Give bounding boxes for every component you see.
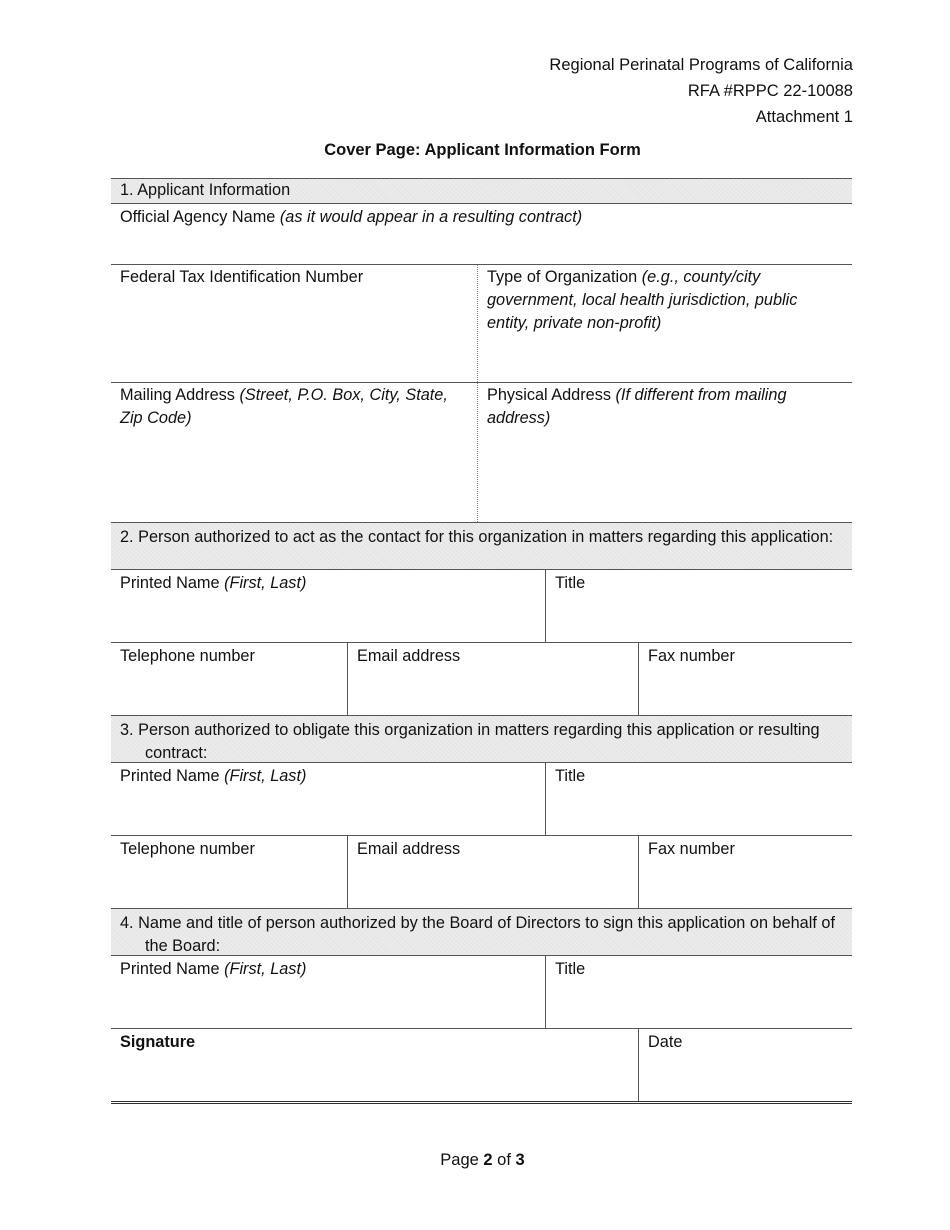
section1-heading: 1. Applicant Information [120, 181, 291, 199]
federal-tax-id-field[interactable] [111, 265, 478, 382]
applicant-form-table [111, 178, 852, 1104]
board-signer-printed-name-label: Printed Name [120, 960, 225, 978]
contact-telephone-field[interactable] [111, 643, 348, 715]
obligator-email-label: Email address [357, 840, 461, 858]
obligator-printed-name-field[interactable] [111, 763, 546, 835]
board-signer-name-row [111, 956, 852, 1029]
obligator-name-row [111, 763, 852, 836]
obligator-phone-row [111, 836, 852, 909]
board-signer-title-field[interactable] [545, 956, 852, 1028]
contact-email-field[interactable] [347, 643, 639, 715]
section2-heading-row [111, 523, 852, 570]
board-signer-printed-name-hint: (First, Last) [224, 960, 307, 978]
contact-phone-row [111, 643, 852, 716]
obligator-telephone-label: Telephone number [120, 840, 255, 858]
organization-type-hint: (e.g., county/city government, local health jurisdiction, public entity, private non-profit) [487, 268, 798, 332]
page-title: Cover Page: Applicant Information Form [324, 141, 641, 159]
physical-address-label: Physical Address [487, 386, 616, 404]
signature-label: Signature [120, 1033, 196, 1051]
header-rfa-number: RFA #RPPC 22-10088 [687, 82, 853, 100]
section4-heading-row [111, 909, 852, 956]
federal-tax-id-label: Federal Tax Identification Number [120, 268, 364, 286]
physical-address-hint: (If different from mailing address) [487, 386, 787, 427]
section1-heading-row [111, 178, 852, 204]
organization-type-field[interactable] [477, 265, 852, 382]
obligator-fax-field[interactable] [638, 836, 852, 908]
obligator-fax-label: Fax number [648, 840, 735, 858]
section3-heading: 3. Person authorized to obligate this organization in matters regarding this application or resulting contract: [120, 721, 820, 762]
obligator-printed-name-hint: (First, Last) [224, 767, 307, 785]
signature-date-field[interactable] [638, 1029, 852, 1101]
mailing-address-field[interactable] [111, 383, 478, 522]
board-signer-title-label: Title [555, 960, 586, 978]
agency-name-field[interactable] [111, 204, 852, 265]
section2-heading: 2. Person authorized to act as the contact for this organization in matters regarding this application: [120, 528, 834, 546]
header-program-name: Regional Perinatal Programs of California [549, 56, 853, 74]
section4-heading: 4. Name and title of person authorized by the Board of Directors to sign this application on behalf of the Board: [120, 914, 835, 955]
physical-address-field[interactable] [477, 383, 852, 522]
contact-printed-name-field[interactable] [111, 570, 546, 642]
contact-fax-label: Fax number [648, 647, 735, 665]
contact-title-field[interactable] [545, 570, 852, 642]
mailing-address-label: Mailing Address [120, 386, 240, 404]
obligator-email-field[interactable] [347, 836, 639, 908]
obligator-printed-name-label: Printed Name [120, 767, 225, 785]
contact-printed-name-hint: (First, Last) [224, 574, 307, 592]
contact-fax-field[interactable] [638, 643, 852, 715]
contact-email-label: Email address [357, 647, 461, 665]
obligator-title-label: Title [555, 767, 586, 785]
contact-printed-name-label: Printed Name [120, 574, 225, 592]
signature-field[interactable] [111, 1029, 639, 1101]
page-number: Page 2 of 3 [440, 1151, 525, 1169]
obligator-title-field[interactable] [545, 763, 852, 835]
section3-heading-row [111, 716, 852, 763]
tax-org-row [111, 265, 852, 383]
header-attachment: Attachment 1 [755, 108, 853, 126]
contact-telephone-label: Telephone number [120, 647, 255, 665]
address-row [111, 383, 852, 523]
contact-name-row [111, 570, 852, 643]
signature-date-label: Date [648, 1033, 683, 1051]
agency-name-label: Official Agency Name (as it would appear in a resulting contract) [120, 208, 583, 226]
organization-type-label: Type of Organization [487, 268, 642, 286]
signature-row [111, 1029, 852, 1104]
board-signer-printed-name-field[interactable] [111, 956, 546, 1028]
mailing-address-hint: (Street, P.O. Box, City, State, Zip Code) [120, 386, 448, 427]
obligator-telephone-field[interactable] [111, 836, 348, 908]
contact-title-label: Title [555, 574, 586, 592]
